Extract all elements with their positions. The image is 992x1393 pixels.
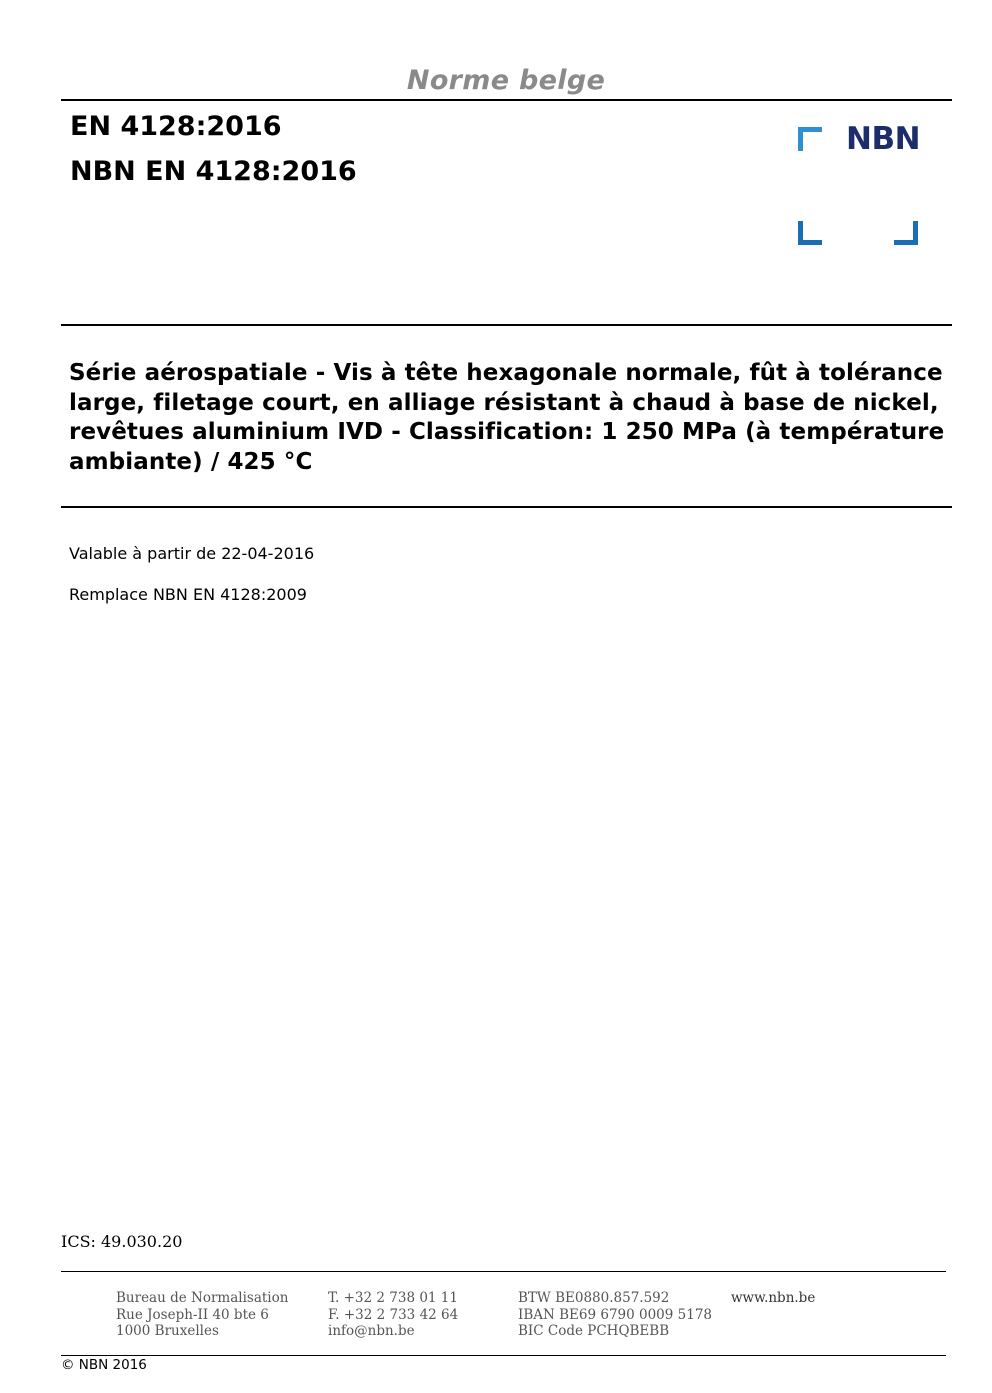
title-bottom-divider: [61, 506, 952, 508]
validity-date: Valable à partir de 22-04-2016: [69, 544, 315, 563]
replaces-standard: Remplace NBN EN 4128:2009: [69, 585, 307, 604]
footer-vat: BTW BE0880.857.592: [518, 1290, 670, 1306]
footer-bic: BIC Code PCHQBEBB: [518, 1323, 670, 1339]
logo-corner-bottom-left-icon: [798, 221, 822, 245]
footer-address-line: 1000 Bruxelles: [116, 1323, 219, 1339]
copyright: © NBN 2016: [61, 1357, 147, 1373]
footer-address-line: Rue Joseph-II 40 bte 6: [116, 1306, 269, 1323]
footer-top-divider: [61, 1271, 946, 1272]
document-type-header: Norme belge: [406, 65, 606, 96]
footer-email: info@nbn.be: [328, 1323, 415, 1339]
footer-contact: [328, 1290, 458, 1340]
logo-text: NBN: [846, 121, 921, 157]
title-top-divider: [61, 324, 952, 326]
header-divider: [61, 99, 952, 101]
ics-code: ICS: 49.030.20: [61, 1232, 183, 1251]
logo-corner-bottom-right-icon: [894, 221, 918, 245]
footer-bank: [518, 1290, 712, 1340]
footer-address: [116, 1290, 288, 1340]
standard-identifier-nbn: NBN EN 4128:2016: [70, 156, 357, 187]
document-title: Série aérospatiale - Vis à tête hexagonale normale, fût à tolérance large, filetage court, en alliage résistant à chaud à base de nickel, revêtues aluminium IVD - Classification: 1 250 MPa (à température ambiante) / 425 °C: [69, 360, 945, 475]
footer-iban: IBAN BE69 6790 0009 5178: [518, 1306, 713, 1323]
footer-bottom-divider: [61, 1355, 946, 1356]
footer-address-line: Bureau de Normalisation: [116, 1290, 289, 1306]
footer-fax: F. +32 2 733 42 64: [328, 1306, 459, 1323]
footer-web: [731, 1290, 815, 1307]
footer-website: www.nbn.be: [731, 1290, 816, 1306]
footer-phone: T. +32 2 738 01 11: [328, 1290, 458, 1306]
standard-identifier-en: EN 4128:2016: [70, 111, 282, 142]
logo-corner-top-left-icon: [798, 127, 822, 151]
